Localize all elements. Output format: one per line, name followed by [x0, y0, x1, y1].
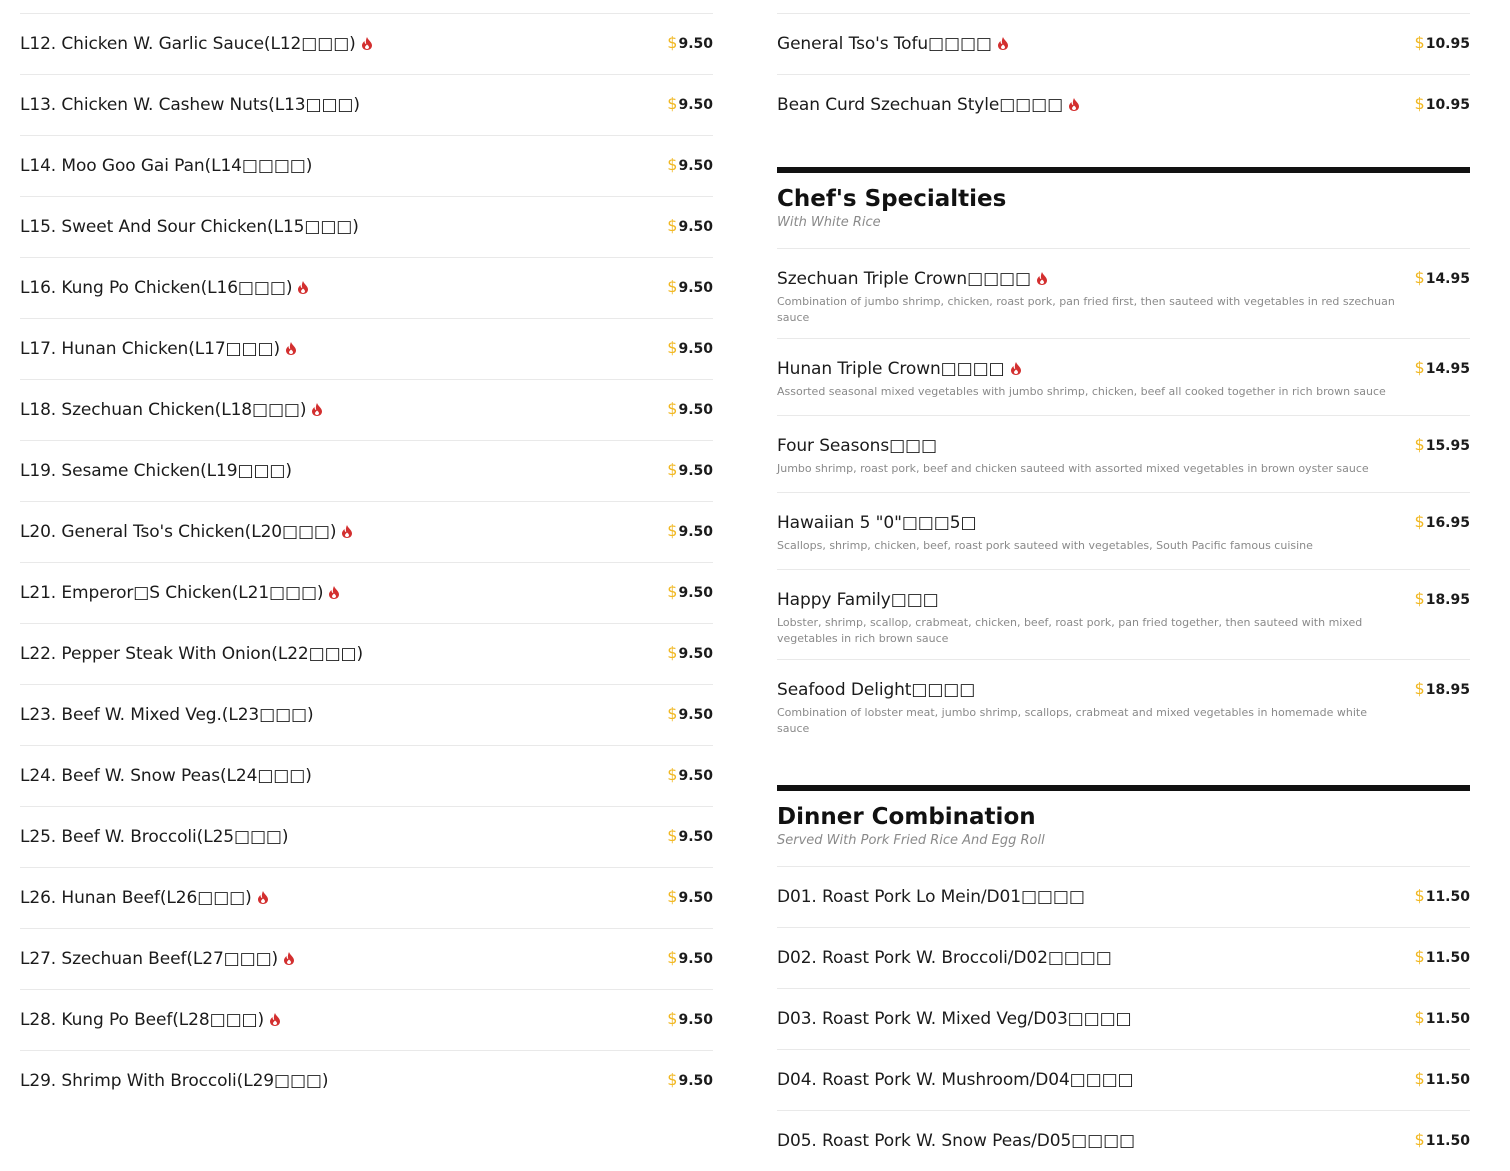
- currency-symbol: $: [667, 582, 678, 601]
- menu-item-name-text: L21. Emperor□S Chicken(L21□□□): [20, 583, 324, 603]
- currency-symbol: $: [667, 704, 678, 723]
- menu-item[interactable]: [777, 492, 1470, 569]
- menu-item[interactable]: [20, 13, 713, 74]
- currency-symbol: $: [667, 887, 678, 906]
- menu-item-name: [20, 34, 372, 54]
- menu-item[interactable]: [777, 248, 1470, 338]
- menu-item[interactable]: [777, 927, 1470, 988]
- currency-symbol: $: [1414, 886, 1425, 905]
- menu-item-name-text: Happy Family□□□: [777, 590, 939, 610]
- price-value: 9.50: [678, 341, 713, 357]
- menu-item-description: Assorted seasonal mixed vegetables with jumbo shrimp, chicken, beef all cooked together in rich brown sauce: [777, 385, 1386, 398]
- menu-item[interactable]: [20, 501, 713, 562]
- menu-item-price: [1415, 33, 1470, 52]
- menu-item-name-text: D03. Roast Pork W. Mixed Veg/D03□□□□: [777, 1009, 1132, 1029]
- menu-item-name-text: L13. Chicken W. Cashew Nuts(L13□□□): [20, 95, 360, 115]
- menu-item[interactable]: [777, 1049, 1470, 1110]
- menu-item-description: Jumbo shrimp, roast pork, beef and chicken sauteed with assorted mixed vegetables in brown oyster sauce: [777, 462, 1369, 475]
- menu-item-name: [777, 660, 1470, 700]
- menu-item-name-text: D01. Roast Pork Lo Mein/D01□□□□: [777, 887, 1085, 907]
- menu-item-name: [777, 1131, 1135, 1151]
- menu-item-name-text: L25. Beef W. Broccoli(L25□□□): [20, 827, 289, 847]
- left-menu-column: [20, 13, 713, 1111]
- price-value: 9.50: [678, 1012, 713, 1028]
- menu-item[interactable]: [20, 867, 713, 928]
- menu-item[interactable]: [20, 989, 713, 1050]
- section-subtitle: Served With Pork Fried Rice And Egg Roll: [777, 833, 1045, 848]
- menu-item[interactable]: [777, 13, 1470, 74]
- price-value: 11.50: [1425, 1011, 1470, 1027]
- menu-item-price: [667, 704, 713, 723]
- menu-item-name-text: L28. Kung Po Beef(L28□□□): [20, 1010, 265, 1030]
- menu-item-name: [20, 217, 359, 237]
- menu-item[interactable]: [777, 415, 1470, 492]
- spicy-flame-icon: [342, 525, 352, 538]
- menu-item-name: [20, 583, 339, 603]
- currency-symbol: $: [667, 155, 678, 174]
- menu-item-name: [20, 95, 360, 115]
- chefs-items-list: [777, 248, 1470, 749]
- menu-item[interactable]: [20, 257, 713, 318]
- currency-symbol: $: [1414, 33, 1425, 52]
- menu-item-name: [777, 95, 1079, 115]
- spicy-flame-icon: [998, 37, 1008, 50]
- price-value: 15.95: [1425, 438, 1470, 454]
- price-value: 9.50: [678, 280, 713, 296]
- menu-item[interactable]: [20, 196, 713, 257]
- price-value: 9.50: [678, 158, 713, 174]
- currency-symbol: $: [667, 277, 678, 296]
- tofu-items-list: [777, 13, 1470, 135]
- menu-item[interactable]: [20, 928, 713, 989]
- menu-item-name: [777, 34, 1008, 54]
- currency-symbol: $: [667, 399, 678, 418]
- menu-item-name-text: L17. Hunan Chicken(L17□□□): [20, 339, 280, 359]
- currency-symbol: $: [667, 765, 678, 784]
- menu-item-name: [777, 416, 1470, 456]
- menu-item-price: [667, 1070, 713, 1089]
- price-value: 16.95: [1425, 515, 1470, 531]
- menu-item-price: [667, 1009, 713, 1028]
- menu-item-name-text: L20. General Tso's Chicken(L20□□□): [20, 522, 337, 542]
- menu-item-name-text: Szechuan Triple Crown□□□□: [777, 269, 1031, 289]
- currency-symbol: $: [667, 94, 678, 113]
- menu-item-name: [777, 948, 1112, 968]
- menu-item[interactable]: [777, 988, 1470, 1049]
- menu-item[interactable]: [777, 74, 1470, 135]
- menu-item-name: [20, 705, 314, 725]
- dinner-combination-section: [777, 785, 1470, 1171]
- menu-item-price: [1415, 435, 1470, 454]
- spicy-flame-icon: [298, 281, 308, 294]
- menu-item[interactable]: [20, 74, 713, 135]
- currency-symbol: $: [1414, 1008, 1425, 1027]
- menu-item-name-text: L27. Szechuan Beef(L27□□□): [20, 949, 279, 969]
- currency-symbol: $: [1414, 512, 1425, 531]
- dinner-items-list: [777, 866, 1470, 1171]
- menu-item-name-text: D02. Roast Pork W. Broccoli/D02□□□□: [777, 948, 1112, 968]
- menu-item-price: [1415, 1130, 1470, 1149]
- menu-item-name: [20, 461, 292, 481]
- spicy-flame-icon: [312, 403, 322, 416]
- menu-item-name: [777, 1070, 1134, 1090]
- menu-item-price: [667, 521, 713, 540]
- price-value: 9.50: [678, 524, 713, 540]
- price-value: 9.50: [678, 463, 713, 479]
- menu-item[interactable]: [20, 379, 713, 440]
- menu-item[interactable]: [20, 440, 713, 501]
- currency-symbol: $: [1414, 679, 1425, 698]
- spicy-flame-icon: [286, 342, 296, 355]
- menu-item-name: [20, 1071, 328, 1091]
- price-value: 14.95: [1425, 361, 1470, 377]
- currency-symbol: $: [1414, 1130, 1425, 1149]
- menu-item-name: [20, 827, 288, 847]
- menu-item-name-text: L19. Sesame Chicken(L19□□□): [20, 461, 292, 481]
- menu-item-price: [667, 216, 713, 235]
- menu-item-name-text: L12. Chicken W. Garlic Sauce(L12□□□): [20, 34, 356, 54]
- price-value: 11.50: [1425, 1072, 1470, 1088]
- menu-item-price: [667, 643, 713, 662]
- spicy-flame-icon: [270, 1013, 280, 1026]
- section-title: Chef's Specialties: [777, 186, 1007, 212]
- menu-item-name: [777, 1009, 1132, 1029]
- menu-item-name-text: Hawaiian 5 "0"□□□5□: [777, 513, 977, 533]
- menu-item[interactable]: [20, 562, 713, 623]
- section-divider-bar: [777, 785, 1470, 791]
- spicy-flame-icon: [258, 891, 268, 904]
- price-value: 9.50: [678, 97, 713, 113]
- menu-item-name-text: L23. Beef W. Mixed Veg.(L23□□□): [20, 705, 314, 725]
- menu-item-name-text: L14. Moo Goo Gai Pan(L14□□□□): [20, 156, 313, 176]
- menu-item-name: [20, 766, 312, 786]
- price-value: 9.50: [678, 36, 713, 52]
- menu-item-name: [777, 339, 1470, 379]
- menu-item-name: [20, 949, 294, 969]
- menu-item-name: [20, 1010, 280, 1030]
- menu-item-name: [777, 887, 1085, 907]
- menu-item-name-text: Hunan Triple Crown□□□□: [777, 359, 1005, 379]
- menu-item[interactable]: [777, 569, 1470, 659]
- menu-item[interactable]: [20, 623, 713, 684]
- menu-item-name-text: L16. Kung Po Chicken(L16□□□): [20, 278, 293, 298]
- price-value: 9.50: [678, 1073, 713, 1089]
- menu-item-price: [1415, 886, 1470, 905]
- price-value: 10.95: [1425, 36, 1470, 52]
- menu-item-name: [20, 522, 352, 542]
- menu-item-name-text: Bean Curd Szechuan Style□□□□: [777, 95, 1064, 115]
- menu-item-price: [667, 826, 713, 845]
- menu-item-description: Scallops, shrimp, chicken, beef, roast pork sauteed with vegetables, South Pacific famous cuisine: [777, 539, 1313, 552]
- currency-symbol: $: [667, 216, 678, 235]
- section-divider-bar: [777, 167, 1470, 173]
- menu-item-name: [20, 156, 312, 176]
- price-value: 9.50: [678, 890, 713, 906]
- price-value: 18.95: [1425, 592, 1470, 608]
- spicy-flame-icon: [362, 37, 372, 50]
- price-value: 9.50: [678, 219, 713, 235]
- price-value: 9.50: [678, 402, 713, 418]
- menu-item-price: [667, 33, 713, 52]
- menu-item-price: [667, 277, 713, 296]
- menu-item-price: [1415, 94, 1470, 113]
- menu-item-price: [667, 155, 713, 174]
- menu-item[interactable]: [777, 338, 1470, 415]
- menu-item-name-text: L24. Beef W. Snow Peas(L24□□□): [20, 766, 312, 786]
- menu-item-name-text: Four Seasons□□□: [777, 436, 937, 456]
- menu-item-name-text: L26. Hunan Beef(L26□□□): [20, 888, 252, 908]
- currency-symbol: $: [667, 33, 678, 52]
- menu-item-price: [1415, 1008, 1470, 1027]
- menu-item-name: [20, 644, 363, 664]
- price-value: 11.50: [1425, 1133, 1470, 1149]
- menu-item-name: [20, 400, 322, 420]
- menu-item-price: [667, 948, 713, 967]
- menu-item[interactable]: [777, 659, 1470, 749]
- menu-item-price: [667, 887, 713, 906]
- menu-item-price: [1415, 589, 1470, 608]
- menu-item-name-text: Seafood Delight□□□□: [777, 680, 976, 700]
- spicy-flame-icon: [329, 586, 339, 599]
- currency-symbol: $: [667, 521, 678, 540]
- menu-item[interactable]: [777, 866, 1470, 927]
- currency-symbol: $: [667, 1009, 678, 1028]
- menu-item-description: Combination of jumbo shrimp, chicken, roast pork, pan fried first, then sauteed with vegetables in red szechuan sauce: [777, 295, 1395, 324]
- menu-item-price: [1415, 947, 1470, 966]
- menu-item[interactable]: [20, 1050, 713, 1111]
- price-value: 14.95: [1425, 271, 1470, 287]
- currency-symbol: $: [667, 1070, 678, 1089]
- menu-item[interactable]: [20, 745, 713, 806]
- menu-item-description: Lobster, shrimp, scallop, crabmeat, chicken, beef, roast pork, pan fried together, then sauteed with mixed vegetables in rich brown sauce: [777, 616, 1363, 645]
- menu-item-price: [1415, 512, 1470, 531]
- currency-symbol: $: [1414, 358, 1425, 377]
- menu-item-name-text: D04. Roast Pork W. Mushroom/D04□□□□: [777, 1070, 1134, 1090]
- menu-item-price: [1415, 268, 1470, 287]
- currency-symbol: $: [667, 643, 678, 662]
- price-value: 10.95: [1425, 97, 1470, 113]
- menu-item-price: [667, 94, 713, 113]
- spicy-flame-icon: [1069, 98, 1079, 111]
- currency-symbol: $: [667, 826, 678, 845]
- currency-symbol: $: [1414, 947, 1425, 966]
- currency-symbol: $: [667, 948, 678, 967]
- menu-item[interactable]: [20, 318, 713, 379]
- currency-symbol: $: [1414, 268, 1425, 287]
- menu-item-name: [20, 339, 296, 359]
- price-value: 11.50: [1425, 889, 1470, 905]
- menu-item-price: [667, 399, 713, 418]
- menu-item-price: [1415, 358, 1470, 377]
- price-value: 9.50: [678, 707, 713, 723]
- menu-item-price: [667, 460, 713, 479]
- currency-symbol: $: [667, 460, 678, 479]
- chefs-specialties-section: [777, 167, 1470, 749]
- menu-item-name-text: D05. Roast Pork W. Snow Peas/D05□□□□: [777, 1131, 1136, 1151]
- price-value: 11.50: [1425, 950, 1470, 966]
- menu-item-name: [777, 493, 1470, 533]
- menu-item-name: [20, 888, 268, 908]
- menu-item-price: [1415, 679, 1470, 698]
- menu-item-price: [667, 338, 713, 357]
- price-value: 9.50: [678, 768, 713, 784]
- price-value: 9.50: [678, 829, 713, 845]
- menu-item-price: [667, 765, 713, 784]
- price-value: 9.50: [678, 951, 713, 967]
- menu-item[interactable]: [20, 806, 713, 867]
- currency-symbol: $: [1414, 1069, 1425, 1088]
- price-value: 18.95: [1425, 682, 1470, 698]
- menu-item-name-text: General Tso's Tofu□□□□: [777, 34, 992, 54]
- section-title: Dinner Combination: [777, 804, 1036, 830]
- currency-symbol: $: [1414, 435, 1425, 454]
- menu-item-price: [1415, 1069, 1470, 1088]
- currency-symbol: $: [1414, 589, 1425, 608]
- menu-item-name-text: L29. Shrimp With Broccoli(L29□□□): [20, 1071, 329, 1091]
- menu-item-name: [777, 249, 1470, 289]
- currency-symbol: $: [1414, 94, 1425, 113]
- menu-item[interactable]: [20, 135, 713, 196]
- menu-item-name: [20, 278, 308, 298]
- menu-item[interactable]: [777, 1110, 1470, 1171]
- menu-item[interactable]: [20, 684, 713, 745]
- right-menu-column: [777, 13, 1470, 1171]
- currency-symbol: $: [667, 338, 678, 357]
- section-subtitle: With White Rice: [777, 215, 881, 230]
- menu-item-description: Combination of lobster meat, jumbo shrimp, scallops, crabmeat and mixed vegetables in homemade white sauce: [777, 706, 1368, 735]
- menu-item-name-text: L15. Sweet And Sour Chicken(L15□□□): [20, 217, 359, 237]
- price-value: 9.50: [678, 646, 713, 662]
- menu-item-name: [777, 570, 1470, 610]
- menu-item-price: [667, 582, 713, 601]
- spicy-flame-icon: [1011, 362, 1021, 375]
- spicy-flame-icon: [1037, 272, 1047, 285]
- menu-item-name-text: L18. Szechuan Chicken(L18□□□): [20, 400, 307, 420]
- spicy-flame-icon: [284, 952, 294, 965]
- menu-item-name-text: L22. Pepper Steak With Onion(L22□□□): [20, 644, 364, 664]
- price-value: 9.50: [678, 585, 713, 601]
